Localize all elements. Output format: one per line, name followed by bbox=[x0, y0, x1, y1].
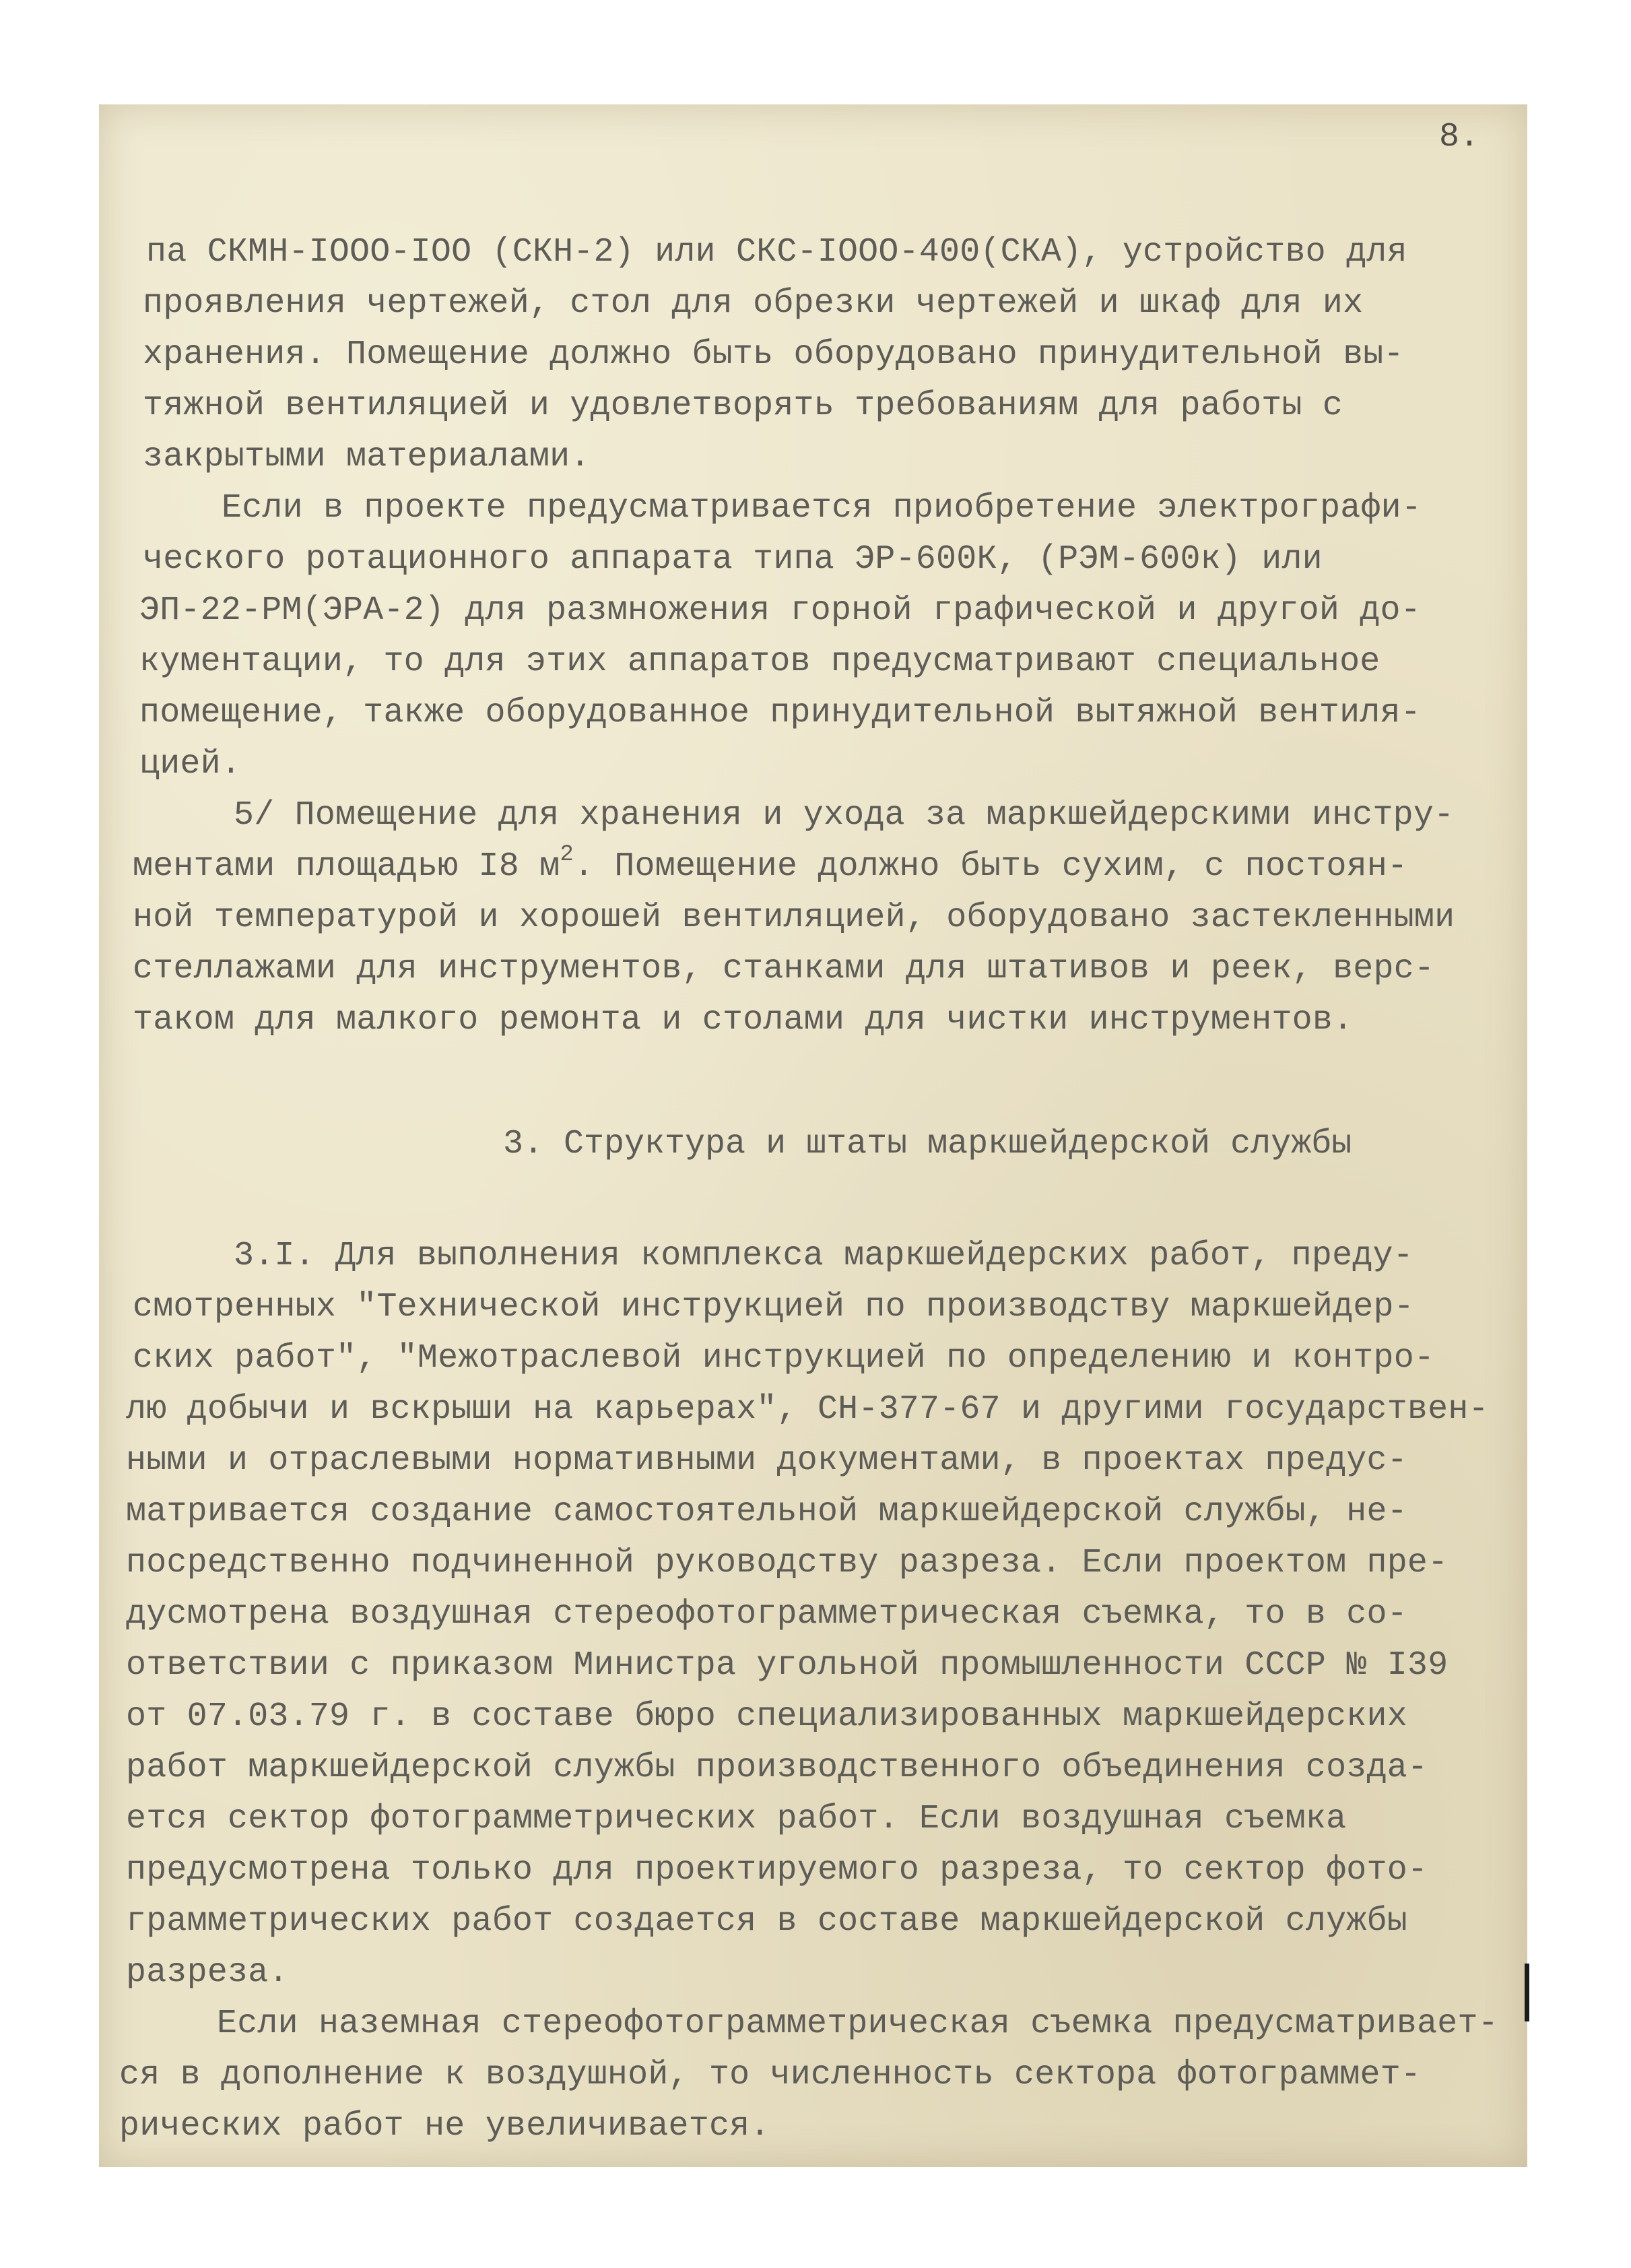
text-line: ется сектор фотограмметрических работ. Если воздушная съемка bbox=[126, 1800, 1347, 1838]
text-line: грамметрических работ создается в составе маркшейдерской службы bbox=[126, 1902, 1407, 1941]
text-line: кументации, то для этих аппаратов предусматривают специальное bbox=[139, 643, 1380, 681]
document-page bbox=[99, 104, 1527, 2167]
text-line: цией. bbox=[139, 745, 242, 783]
page-number: 8. bbox=[1439, 118, 1480, 156]
text-line: ских работ", "Межотраслевой инструкцией по определению и контро- bbox=[133, 1339, 1435, 1378]
text-line: рических работ не увеличивается. bbox=[119, 2107, 770, 2145]
text-line bbox=[133, 842, 1408, 890]
text-line: па СКМН-IOOO-IOO (СКН-2) или СКС-IOOO-400(СКА), устройство для bbox=[146, 233, 1407, 271]
text-line: ответствии с приказом Министра угольной промышленности СССР № I39 bbox=[126, 1646, 1449, 1685]
text-line: от 07.03.79 г. в составе бюро специализированных маркшейдерских bbox=[126, 1697, 1407, 1736]
text-line: ной температурой и хорошей вентиляцией, оборудовано застекленными bbox=[133, 899, 1455, 937]
text-line: 3.I. Для выполнения комплекса маркшейдерских работ, преду- bbox=[234, 1237, 1413, 1275]
text-line: лю добычи и вскрыши на карьерах", СН-377-67 и другими государствен- bbox=[126, 1390, 1489, 1429]
section-heading: 3. Структура и штаты маркшейдерской службы bbox=[503, 1125, 1352, 1163]
text-line: ческого ротационного аппарата типа ЭР-600К, (РЭМ-600к) или bbox=[143, 540, 1323, 579]
text-line: Если в проекте предусматривается приобретение электрографи- bbox=[222, 489, 1422, 527]
text-line: проявления чертежей, стол для обрезки чертежей и шкаф для их bbox=[143, 284, 1364, 323]
text-segment: . Помещение должно быть сухим, с постоян- bbox=[573, 847, 1408, 886]
superscript: 2 bbox=[560, 842, 574, 868]
text-line: разреза. bbox=[126, 1953, 289, 1992]
text-line: хранения. Помещение должно быть оборудовано принудительной вы- bbox=[143, 335, 1404, 374]
text-line: смотренных "Технической инструкцией по производству маркшейдер- bbox=[133, 1288, 1414, 1326]
text-line: таком для малкого ремонта и столами для чистки инструментов. bbox=[133, 1001, 1354, 1039]
text-line: 5/ Помещение для хранения и ухода за маркшейдерскими инстру- bbox=[234, 796, 1455, 835]
text-line: посредственно подчиненной руководству разреза. Если проектом пре- bbox=[126, 1544, 1449, 1582]
text-line: ЭП-22-РМ(ЭРА-2) для размножения горной графической и другой до- bbox=[139, 591, 1421, 630]
text-line: ся в дополнение к воздушной, то численность сектора фотограммет- bbox=[119, 2056, 1422, 2094]
margin-mark bbox=[1525, 1964, 1529, 2021]
text-line: Если наземная стереофотограмметрическая съемка предусматривает- bbox=[217, 2005, 1498, 2043]
text-line: стеллажами для инструментов, станками для штативов и реек, верс- bbox=[133, 950, 1435, 988]
text-line: предусмотрена только для проектируемого разреза, то сектор фото- bbox=[126, 1851, 1428, 1889]
text-line: ными и отраслевыми нормативными документами, в проектах предус- bbox=[126, 1441, 1407, 1480]
text-line: матривается создание самостоятельной маркшейдерской службы, не- bbox=[126, 1493, 1407, 1531]
text-line: тяжной вентиляцией и удовлетворять требованиям для работы с bbox=[143, 387, 1343, 425]
text-segment: ментами площадью I8 м bbox=[133, 847, 560, 886]
text-line: работ маркшейдерской службы производственного объединения созда- bbox=[126, 1749, 1428, 1787]
text-line: закрытыми материалами. bbox=[143, 438, 591, 476]
text-line: помещение, также оборудованное принудительной вытяжной вентиля- bbox=[139, 694, 1421, 732]
text-line: дусмотрена воздушная стереофотограмметрическая съемка, то в со- bbox=[126, 1595, 1407, 1633]
